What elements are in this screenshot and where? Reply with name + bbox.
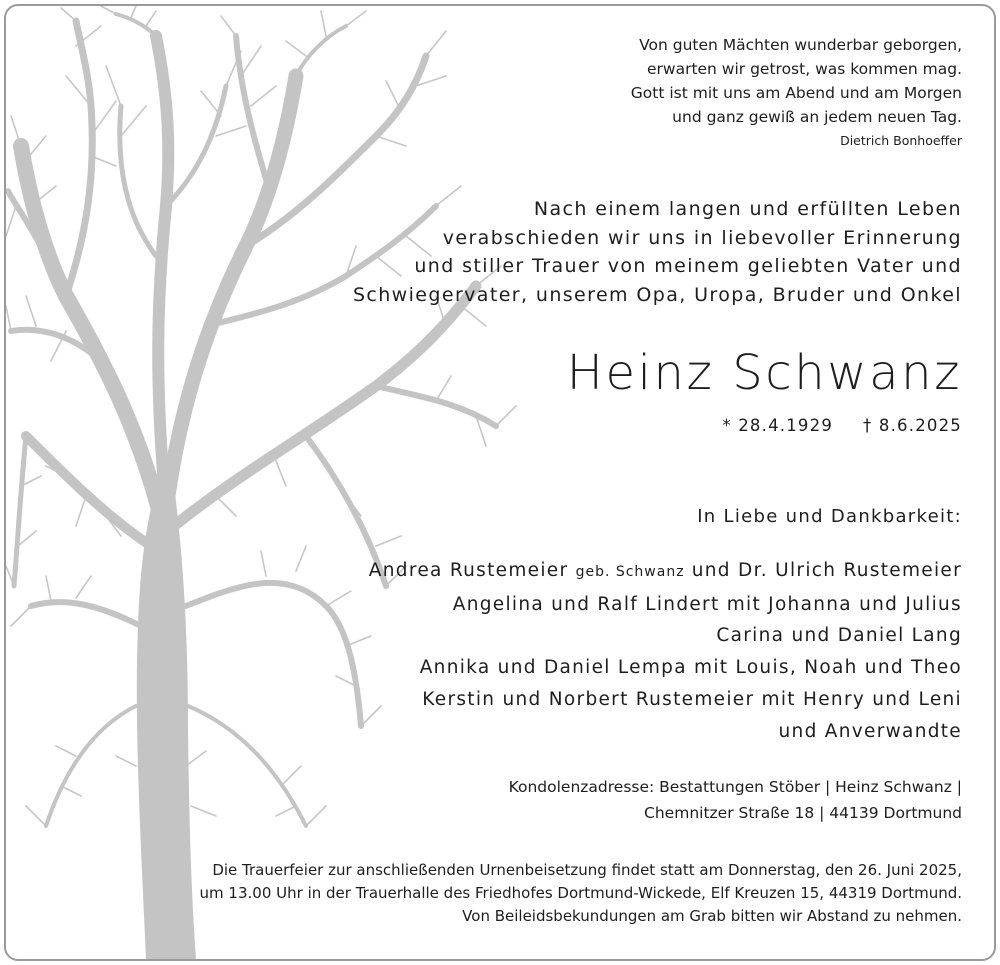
quote-author: Dietrich Bonhoeffer <box>840 133 962 148</box>
bonhoeffer-quote <box>631 33 962 151</box>
family-line: und Anverwandte <box>778 720 962 742</box>
condolence-address <box>509 774 962 826</box>
family-line: Kerstin und Norbert Rustemeier mit Henry und Leni <box>422 688 962 710</box>
birth-date: * 28.4.1929 <box>722 416 834 435</box>
gratitude-heading: In Liebe und Dankbarkeit: <box>697 506 962 527</box>
maiden-name: geb. Schwanz <box>575 564 685 580</box>
funeral-notice <box>200 859 962 928</box>
funeral-line: um 13.00 Uhr in der Trauerhalle des Friedhofes Dortmund-Wickede, Elf Kreuzen 15, 44319 Dortmund. <box>199 884 962 902</box>
quote-line: Gott ist mit uns am Abend und am Morgen <box>630 84 962 102</box>
intro-text <box>353 195 962 309</box>
intro-line: Schwiegervater, unserem Opa, Uropa, Bruder und Onkel <box>352 283 962 306</box>
funeral-line: Von Beileidsbekundungen am Grab bitten wir Abstand zu nehmen. <box>462 907 962 925</box>
intro-line: und stiller Trauer von meinem geliebten Vater und <box>414 255 962 277</box>
death-date: † 8.6.2025 <box>863 416 962 435</box>
bare-tree-illustration <box>6 6 526 959</box>
family-line <box>369 555 962 589</box>
quote-line: und ganz gewiß an jedem neuen Tag. <box>672 108 962 126</box>
quote-line: erwarten wir getrost, was kommen mag. <box>646 60 962 78</box>
family-line: Carina und Daniel Lang <box>716 625 962 647</box>
address-line: Chemnitzer Straße 18 | 44139 Dortmund <box>644 804 962 822</box>
deceased-name: Heinz Schwanz <box>566 345 962 401</box>
family-list <box>369 555 962 747</box>
family-line: Annika und Daniel Lempa mit Louis, Noah und Theo <box>419 657 962 679</box>
life-dates <box>722 416 962 435</box>
address-line: Kondolenzadresse: Bestattungen Stöber | Heinz Schwanz | <box>508 778 962 796</box>
intro-line: verabschieden wir uns in liebevoller Erinnerung <box>442 226 962 249</box>
funeral-line: Die Trauerfeier zur anschließenden Urnenbeisetzung findet statt am Donnerstag, den 26. Juni 2025, <box>212 861 962 879</box>
quote-line: Von guten Mächten wunderbar geborgen, <box>639 36 962 54</box>
family-member: Andrea Rustemeier <box>368 560 569 581</box>
obituary-card <box>4 4 996 961</box>
family-line: Angelina und Ralf Lindert mit Johanna und Julius <box>452 593 962 615</box>
intro-line: Nach einem langen und erfüllten Leben <box>533 198 962 220</box>
family-member: und Dr. Ulrich Rustemeier <box>691 560 962 581</box>
